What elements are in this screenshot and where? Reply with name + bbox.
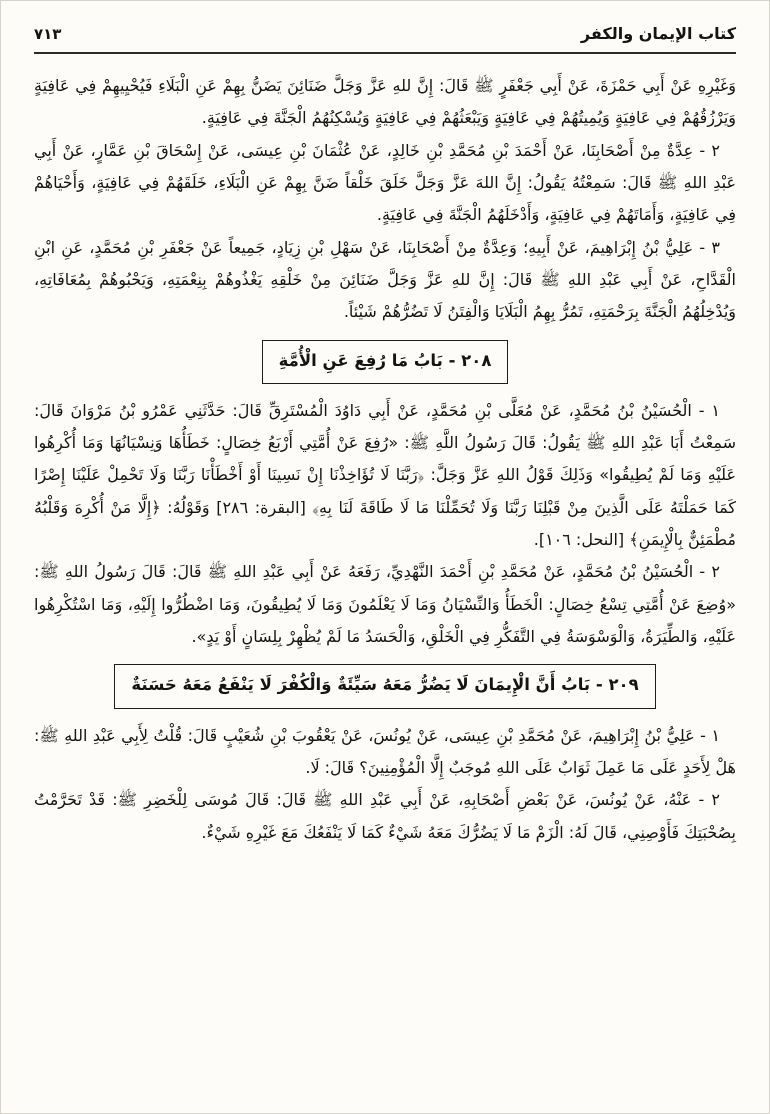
hadith-paragraph-continuation: وَغَيْرِهِ عَنْ أَبِي حَمْزَةَ، عَنْ أَبِي جَعْفَرٍ ﷺ قَالَ: إِنَّ للهِ عَزَّ وَجَلَّ ضَنَائِنَ يَضَنُّ بِهِمْ عَنِ الْبَلَاءِ فَيُحْيِيهِمْ فِي عَافِيَةٍ وَيَرْزُقُهُمْ فِي عَافِيَةٍ وَيُمِيتُهُمْ فِي عَافِيَةٍ وَيَبْعَثُهُمْ فِي عَافِيَةٍ وَيُسْكِنُهُمُ الْجَنَّةَ فِي عَافِيَةٍ. — [34, 76, 736, 128]
book-title: كتاب الإيمان والكفر — [580, 24, 736, 43]
hadith-paragraph: ٢ - عَنْهُ، عَنْ يُونُسَ، عَنْ بَعْضِ أَصْحَابِهِ، عَنْ أَبِي عَبْدِ اللهِ ﷺ قَالَ: قَالَ مُوسَى لِلْخَضِرِ ﷺ: قَدْ تَحَرَّمْتُ بِصُحْبَتِكَ فَأَوْصِنِي، قَالَ لَهُ: الْزَمْ مَا لَا يَضُرُّكَ مَعَهُ شَيْءٌ كَمَا لَا يَنْفَعُكَ مَعَ غَيْرِهِ شَيْءٌ. — [34, 790, 736, 842]
hadith-paragraph: ١ - عَلِيُّ بْنُ إِبْرَاهِيمَ، عَنْ مُحَمَّدِ بْنِ عِيسَى، عَنْ يُونُسَ، عَنْ يَعْقُوبَ بْنِ شُعَيْبٍ قَالَ: قُلْتُ لِأَبِي عَبْدِ اللهِ ﷺ: هَلْ لِأَحَدٍ عَلَى مَا عَمِلَ ثَوَابٌ عَلَى اللهِ مُوجَبٌ إِلَّا الْمُؤْمِنِينَ؟ قَالَ: لَا. — [34, 725, 736, 777]
chapter-heading-box — [114, 664, 655, 708]
page-body — [34, 70, 736, 849]
hadith-paragraph: ٢ - عِدَّةٌ مِنْ أَصْحَابِنَا، عَنْ أَحْمَدَ بْنِ مُحَمَّدِ بْنِ خَالِدٍ، عَنْ عُثْمَانَ بْنِ عِيسَى، عَنْ إِسْحَاقَ بْنِ عَمَّارٍ، عَنْ أَبِي عَبْدِ اللهِ ﷺ قَالَ: سَمِعْتُهُ يَقُولُ: إِنَّ اللهَ عَزَّ وَجَلَّ خَلَقَ خَلْقاً ضَنَّ بِهِمْ عَنِ الْبَلَاءِ، خَلَقَهُمْ فِي عَافِيَةٍ، وَأَحْيَاهُمْ فِي عَافِيَةٍ، وَأَمَاتَهُمْ فِي عَافِيَةٍ، وَأَدْخَلَهُمُ الْجَنَّةَ فِي عَافِيَةٍ. — [34, 140, 736, 225]
chapter-heading: ٢٠٨ - بَابُ مَا رُفِعَ عَنِ الْأُمَّةِ — [278, 350, 492, 370]
page-number: ٧١٣ — [34, 25, 62, 43]
page-header — [34, 24, 736, 54]
hadith-paragraph: ٢ - الْحُسَيْنُ بْنُ مُحَمَّدٍ، عَنْ مُحَمَّدِ بْنِ أَحْمَدَ النَّهْدِيِّ، رَفَعَهُ عَنْ أَبِي عَبْدِ اللهِ ﷺ قَالَ: قَالَ رَسُولُ اللهِ ﷺ: «وُضِعَ عَنْ أُمَّتِي تِسْعُ خِصَالٍ: الْخَطَأُ وَالنِّسْيَانُ وَمَا لَا يَعْلَمُونَ وَمَا لَا يُطِيقُونَ، وَمَا اضْطُرُّوا إِلَيْهِ، وَمَا اسْتُكْرِهُوا عَلَيْهِ، وَالطِّيَرَةُ، وَالْوَسْوَسَةُ فِي التَّفَكُّرِ فِي الْخَلْقِ، وَالْحَسَدُ مَا لَمْ يُظْهِرْ بِلِسَانٍ أَوْ يَدٍ». — [34, 562, 736, 647]
chapter-heading: ٢٠٩ - بَابُ أَنَّ الْإِيمَانَ لَا يَضُرُّ مَعَهُ سَيِّئَةٌ وَالْكُفْرَ لَا يَنْفَعُ مَعَهُ حَسَنَةٌ — [131, 675, 639, 695]
hadith-paragraph: ١ - الْحُسَيْنُ بْنُ مُحَمَّدٍ، عَنْ مُعَلَّى بْنِ مُحَمَّدٍ، عَنْ أَبِي دَاوُدَ الْمُسْتَرِقِّ قَالَ: حَدَّثَنِي عَمْرُو بْنُ مَرْوَانَ قَالَ: سَمِعْتُ أَبَا عَبْدِ اللهِ ﷺ يَقُولُ: قَالَ رَسُولُ اللَّهِ ﷺ: «رُفِعَ عَنْ أُمَّتِي أَرْبَعُ خِصَالٍ: خَطَأُهَا وَنِسْيَانُهَا وَمَا أُكْرِهُوا عَلَيْهِ وَمَا لَمْ يُطِيقُوا» وَذَلِكَ قَوْلُ اللهِ عَزَّ وَجَلَّ: ﴿رَبَّنَا لَا تُؤَاخِذْنَا إِنْ نَسِينَا أَوْ أَخْطَأْنَا رَبَّنَا وَلَا تَحْمِلْ عَلَيْنَا إِصْرًا كَمَا حَمَلْتَهُ عَلَى الَّذِينَ مِنْ قَبْلِنَا رَبَّنَا وَلَا تُحَمِّلْنَا مَا لَا طَاقَةَ لَنَا بِهِ﴾ [البقرة: ٢٨٦] وَقَوْلُهُ: ﴿إِلَّا مَنْ أُكْرِهَ وَقَلْبُهُ مُطْمَئِنٌّ بِالْإِيمَنِ﴾ [النحل: ١٠٦]. — [34, 400, 737, 550]
hadith-paragraph: ٣ - عَلِيُّ بْنُ إِبْرَاهِيمَ، عَنْ أَبِيهِ؛ وَعِدَّةٌ مِنْ أَصْحَابِنَا، عَنْ سَهْلِ بْنِ زِيَادٍ، جَمِيعاً عَنْ جَعْفَرِ بْنِ مُحَمَّدٍ، عَنِ ابْنِ الْقَدَّاحِ، عَنْ أَبِي عَبْدِ اللهِ ﷺ قَالَ: إِنَّ للهِ عَزَّ وَجَلَّ ضَنَائِنَ مِنْ خَلْقِهِ يَغْذُوهُمْ بِنِعْمَتِهِ، وَيَحْبُوهُمْ بِمُعَافَاتِهِ، وَيُدْخِلُهُمُ الْجَنَّةَ بِرَحْمَتِهِ، تَمُرُّ بِهِمُ الْبَلَايَا وَالْفِتَنُ لَا تَضُرُّهُمْ شَيْئاً. — [34, 237, 736, 322]
chapter-heading-box — [262, 340, 509, 384]
